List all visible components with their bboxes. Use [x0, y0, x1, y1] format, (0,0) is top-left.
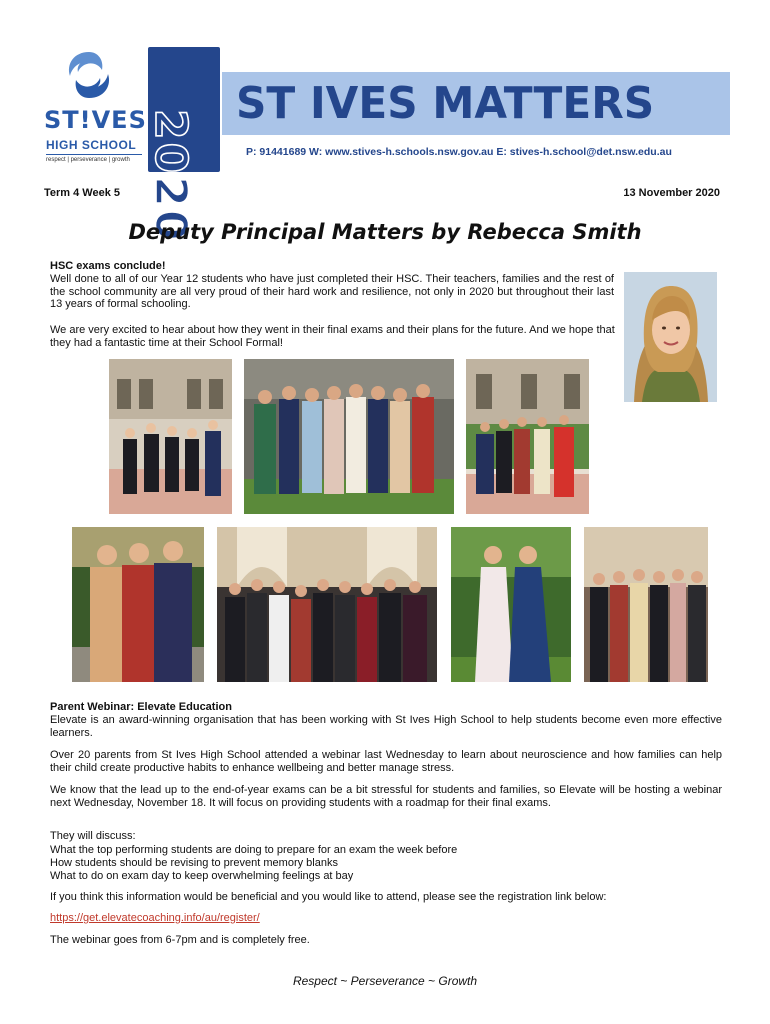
logo-subtitle: HIGH SCHOOL	[46, 138, 137, 152]
photo-formal-girls-building	[466, 359, 589, 514]
photo-formal-indoor-girls	[584, 527, 708, 682]
discuss-item: What to do on exam day to keep overwhelming feelings at bay	[50, 870, 354, 882]
webinar-paragraph-3: We know that the lead up to the end-of-year exams can be a bit stressful for students and families, so Elevate will be hosting a webinar next Wednesday, November 18. It will focus on providing students with a roadmap for their final exams.	[50, 784, 722, 809]
webinar-paragraph-1: Elevate is an award-winning organisation that has been working with St Ives High School to help students become even more effective learners.	[50, 714, 722, 739]
discuss-item: What the top performing students are doing to prepare for an exam the week before	[50, 844, 458, 856]
photo-formal-indoor-group	[217, 527, 437, 682]
section-heading-deputy: Deputy Principal Matters by Rebecca Smith	[128, 220, 642, 244]
photo-three-girls	[72, 527, 204, 682]
logo-name: ST!VES	[44, 106, 147, 134]
registration-link[interactable]: https://get.elevatecoaching.info/au/register/	[50, 912, 260, 924]
masthead-title: ST IVES MATTERS	[236, 78, 655, 129]
contact-details: P: 91441689 W: www.stives-h.schools.nsw.gov.au E: stives-h.school@det.nsw.edu.au	[246, 146, 672, 158]
issue-date: 13 November 2020	[623, 187, 720, 199]
webinar-title: Parent Webinar: Elevate Education	[50, 701, 232, 713]
footer-motto: Respect ~ Perseverance ~ Growth	[292, 974, 478, 988]
year-text: 2020	[145, 109, 196, 244]
hsc-paragraph-1: Well done to all of our Year 12 students who have just completed their HSC. Their teachers, families and the rest of the school community are all very proud of their hard work and resilience, not only in 2020 but throughout their last 13 years of formal schooling.	[50, 273, 614, 310]
swirl-logo-icon	[62, 48, 116, 102]
term-week: Term 4 Week 5	[44, 187, 121, 199]
webinar-paragraph-4: If you think this information would be beneficial and you would like to attend, please see the registration link below:	[50, 891, 607, 903]
masthead-bar	[222, 72, 730, 135]
webinar-paragraph-5: The webinar goes from 6-7pm and is completely free.	[50, 934, 310, 946]
hsc-paragraph-2: We are very excited to hear about how they went in their final exams and their plans for the future. And we hope that they had a fantastic time at their School Formal!	[50, 324, 615, 349]
logo-divider	[46, 154, 142, 155]
photo-two-girls-garden	[451, 527, 571, 682]
photo-formal-boys	[109, 359, 232, 514]
school-logo	[44, 48, 147, 173]
logo-motto: respect | perseverance | growth	[46, 157, 130, 163]
hsc-title: HSC exams conclude!	[50, 260, 166, 272]
webinar-paragraph-2: Over 20 parents from St Ives High School attended a webinar last Wednesday to learn about neuroscience and how families can help their child create productive habits to enhance wellbeing and better manage stress.	[50, 749, 722, 774]
discuss-item: How students should be revising to prevent memory blanks	[50, 857, 338, 869]
discuss-intro: They will discuss:	[50, 830, 136, 842]
photo-formal-girls-group	[244, 359, 454, 514]
deputy-portrait	[624, 272, 717, 402]
year-vertical-text	[145, 47, 220, 244]
year-banner	[145, 47, 220, 244]
